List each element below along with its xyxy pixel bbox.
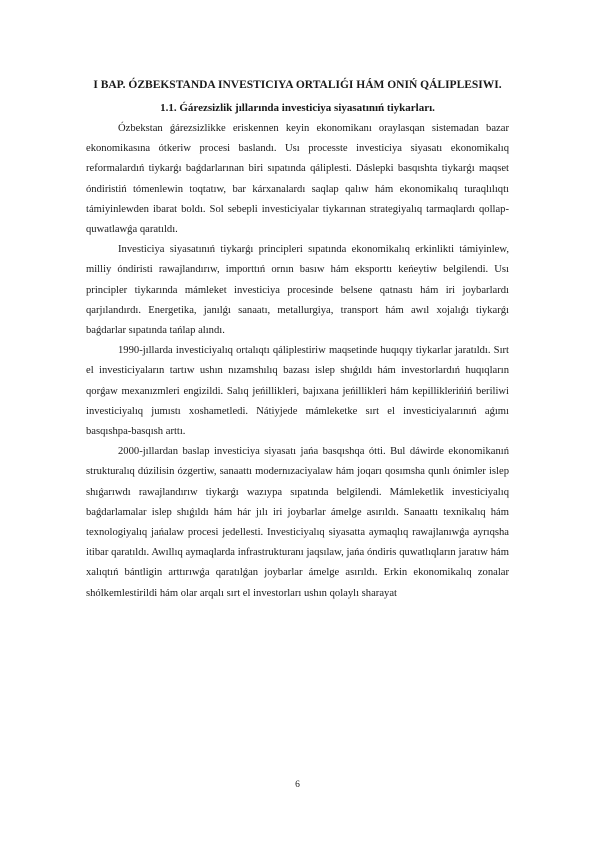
paragraph: 2000-jıllardan baslap investiciya siyasatı jańa basqıshqa ótti. Bul dáwirde ekonomikanıń strukturalıq dúzilisin ózgertiw, sanaattı modernızaciyalaw hám joqarı qosımsha qunlı ónimler islep shıǵarıwdı rawajlandırıw tiykarǵı wazıypa sıpatında belgilendi. Mámleketlik investiciyalıq baǵdarlamalar islep shıǵıldı hám hár jılı iri joybarlar ámelge asırıldı. Sanaattı texnikalıq hám texnologiyalıq jańalaw procesi jedellesti. Investiciyalıq siyasatta aymaqlıq rawajlanıwǵa ayrıqsha itibar qaratıldı. Awıllıq aymaqlarda infrastrukturanı jaqsılaw, jańa óndiris quwatlıqların jaratıw hám xalıqtıń bántligin arttırıwǵa qaratılǵan joybarlar ámelge asırıldı. Erkin ekonomikalıq zonalar shólkemlestirildi hám olar arqalı sırt el investorları ushın qolaylı sharayat	[86, 446, 509, 599]
page-number: 6	[295, 780, 300, 790]
paragraph: Investiciya siyasatınıń tiykarǵı principleri sıpatında ekonomikalıq erkinlikti támiyinlew, milliy óndiristi rawajlandırıw, importtıń ornın basıw hám eksporttı keńeytiw belgilendi. Usı principler tiykarında mámleket investiciya procesinde belsene qatnastı hám iri joybarlardı qarjılandırdı. Energetika, janılǵı sanaatı, metallurgiya, transport hám awıl xojalıǵı tiykarǵı baǵdarlar sıpatında tańlap alındı.	[86, 244, 509, 337]
document-page	[86, 74, 509, 604]
paragraph: Ózbekstan ǵárezsizlikke eriskennen keyin ekonomikanı oraylasqan sistemadan bazar ekonomikasına ótkeriw procesi baslandı. Usı processte investiciya siyasatı ekonomikalıq reformalardıń tiykarǵı baǵdarlarınan biri sıpatında qáliplesti. Dáslepki basqıshta tiykarǵı maqset óndiristiń tómenlewin toqtatıw, bar kárxanalardı saqlap qalıw hám ekonomikalıq turaqlılıqtı támiyinlewden ibarat boldı. Sol sebepli investiciyalar tiykarınan strategiyalıq tarmaqlardı qollap-quwatlawǵa qaratıldı.	[86, 123, 509, 236]
section-title: 1.1. Ǵárezsizlik jıllarında investiciya siyasatınıń tiykarları.	[160, 102, 435, 114]
paragraph: 1990-jıllarda investiciyalıq ortalıqtı qáliplestiriw maqsetinde huqıqıy tiykarlar jaratıldı. Sırt el investiciyaların tartıw ushın nızamshılıq bazası islep shıǵıldı hám investorlardıń huqıqların qorǵaw mexanızmleri engizildi. Salıq jeńillikleri, bajıxana jeńillikleri hám kepilliklerińiń beriliwi investiciyalıq jumıstı xoshametledi. Nátiyjede mámleketke sırt el investiciyalarınıń aǵımı basqıshpa-basqısh arttı.	[86, 345, 509, 438]
chapter-title: I BAP. ÓZBEKSTANDA INVESTICIYA ORTALIǴI HÁM ONIŃ QÁLIPLESIWI.	[93, 79, 502, 91]
